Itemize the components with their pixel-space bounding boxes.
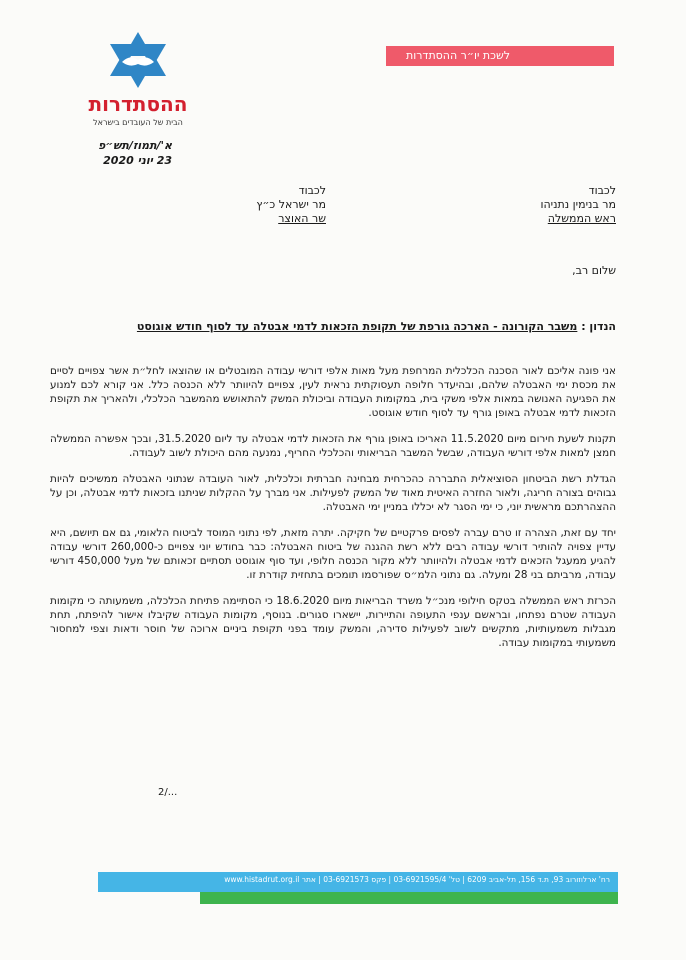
body-paragraph: אני פונה אליכם לאור הסכנה הכלכלית המרחפת מעל מאות אלפי דורשי עבודה המובטלים או שהוצאו לחל״ת אשר צפויים לסיים את מכסת ימי האבטלה שלהם, ובהיעדר חלופה תעסוקתית נראית לעין, צפויים להיוותר ללא הכנסה כלל. אני קורא לכם למנוע את הפגיעה האנושה במאות אלפי משקי בית, במקומות העבודה וביכולת המשק להתאושש מהמשבר הכלכלי, ולהאריך את תקופת הזכאות לדמי אבטלה באופן גורף עד לסוף חודש אוגוסט. (50, 365, 616, 419)
subject-text: משבר הקורונה - הארכה גורפת של תקופת הזכאות לדמי אבטלה עד לסוף חודש אוגוסט (136, 320, 578, 333)
body-paragraph: הכרזת ראש הממשלה בטקס חילופי מנכ״ל משרד הבריאות מיום 18.6.2020 כי הסתיימה פתיחת הכלכלה, משמעותה כי מקומות העבודה שטרם נפתחו, ובראשם ענפי התעופה והתיירות, יישארו סגורים. בנוסף, מקומות העבודה שקיבלו אישור להיפתח, תחת מגבלות משמעותיות, מתקשים לשוב לפעילות סדירה, והמשק עומד בפני תקופת ביניים ארוכה של חוסר ודאות וצפי למחסור משמעותי במקומות עבודה. (50, 595, 616, 649)
body-paragraph: הגדלת רשת הביטחון הסוציאלית התבררה כהכרחית מבחינה חברתית וכלכלית, לאור העובדה שנתוני האבטלה ממשיכים להיות גבוהים בצורה חריגה, ולאור החזרה האיטית מאוד של המשק לפעילות. אני מברך על ההקלות שניתנו בזכאות לדמי אבטלה, וכן על ההצהרתכם מראשית יוני, כי ימי הסגר לא יכללו במניין ימי האבטלה. (50, 473, 616, 513)
footer-contact-bar (98, 872, 618, 892)
footer-green-stripe (200, 892, 618, 904)
star-handshake-icon (104, 30, 172, 90)
body-paragraph: תקנות לשעת חירום מיום 11.5.2020 האריכו באופן גורף את הזכאות לדמי אבטלה עד ליום 31.5.2020, ובכך אפשרה הממשלה חמצן למאות אלפי דורשי העבודה, שבשל המשבר הבריאותי והכלכלי החריף, נמנעה מהם היכולת לשוב לעבודה. (50, 433, 616, 459)
letter-body (50, 364, 616, 662)
recipient-pm (456, 184, 616, 226)
hebrew-date: א'/תמוז/תש״פ (98, 139, 172, 152)
body-paragraph: יחד עם זאת, הצהרה זו טרם עברה לפסים פרקטיים של חקיקה. יתרה מזאת, לפי נתוני המוסד לביטוח הלאומי, גם אם תיושם, היא עדיין צפויה להותיר דורשי עבודה רבים ללא רשת ההגנה של ביטוח האבטלה: כבר בחודש יוני צפויים כ-260,000 דורשי עבודה להגיע ממעגל הזכאים לדמי אבטלה ולהיוותר ללא מקור הכנסה חלופי, ועד סוף אוגוסט תסתיים זכאותם של מעל 450,000 דורשי עבודה, מרביתם בני 28 ומעלה. גם נתוני הלמ״ס שפורסמו תומכים בתחזית קודרת זו. (50, 527, 617, 581)
org-subtitle: הבית של העובדים בישראל (93, 118, 183, 127)
recipient-title: שר האוצר (278, 212, 326, 225)
histadrut-logo (86, 30, 190, 126)
footer-contact-text: רח' ארלוזורוב 93, ת.ד 156, תל-אביב 6209 | טל' 03-6921595/4 | פקס 03-6921573 | אתר www.histadrut.org.il (224, 875, 610, 884)
recipient-salutation: לכבוד (298, 184, 326, 197)
date-block (62, 138, 172, 168)
recipient-finance-minister (196, 184, 326, 226)
recipient-name: מר בנימין נתניהו (540, 198, 616, 211)
page-number: 2/... (158, 787, 178, 798)
subject-prefix: הנדון : (581, 320, 616, 333)
org-name: ההסתדרות (88, 92, 188, 116)
gregorian-date: 23 יוני 2020 (103, 154, 172, 167)
recipient-name: מר ישראל כ״ץ (256, 198, 326, 211)
subject-line (56, 320, 616, 333)
recipient-title: ראש הממשלה (547, 212, 616, 225)
recipient-salutation: לכבוד (588, 184, 616, 197)
office-band: לשכת יו״ר ההסתדרות (386, 46, 614, 66)
greeting: שלום רב, (572, 264, 616, 277)
